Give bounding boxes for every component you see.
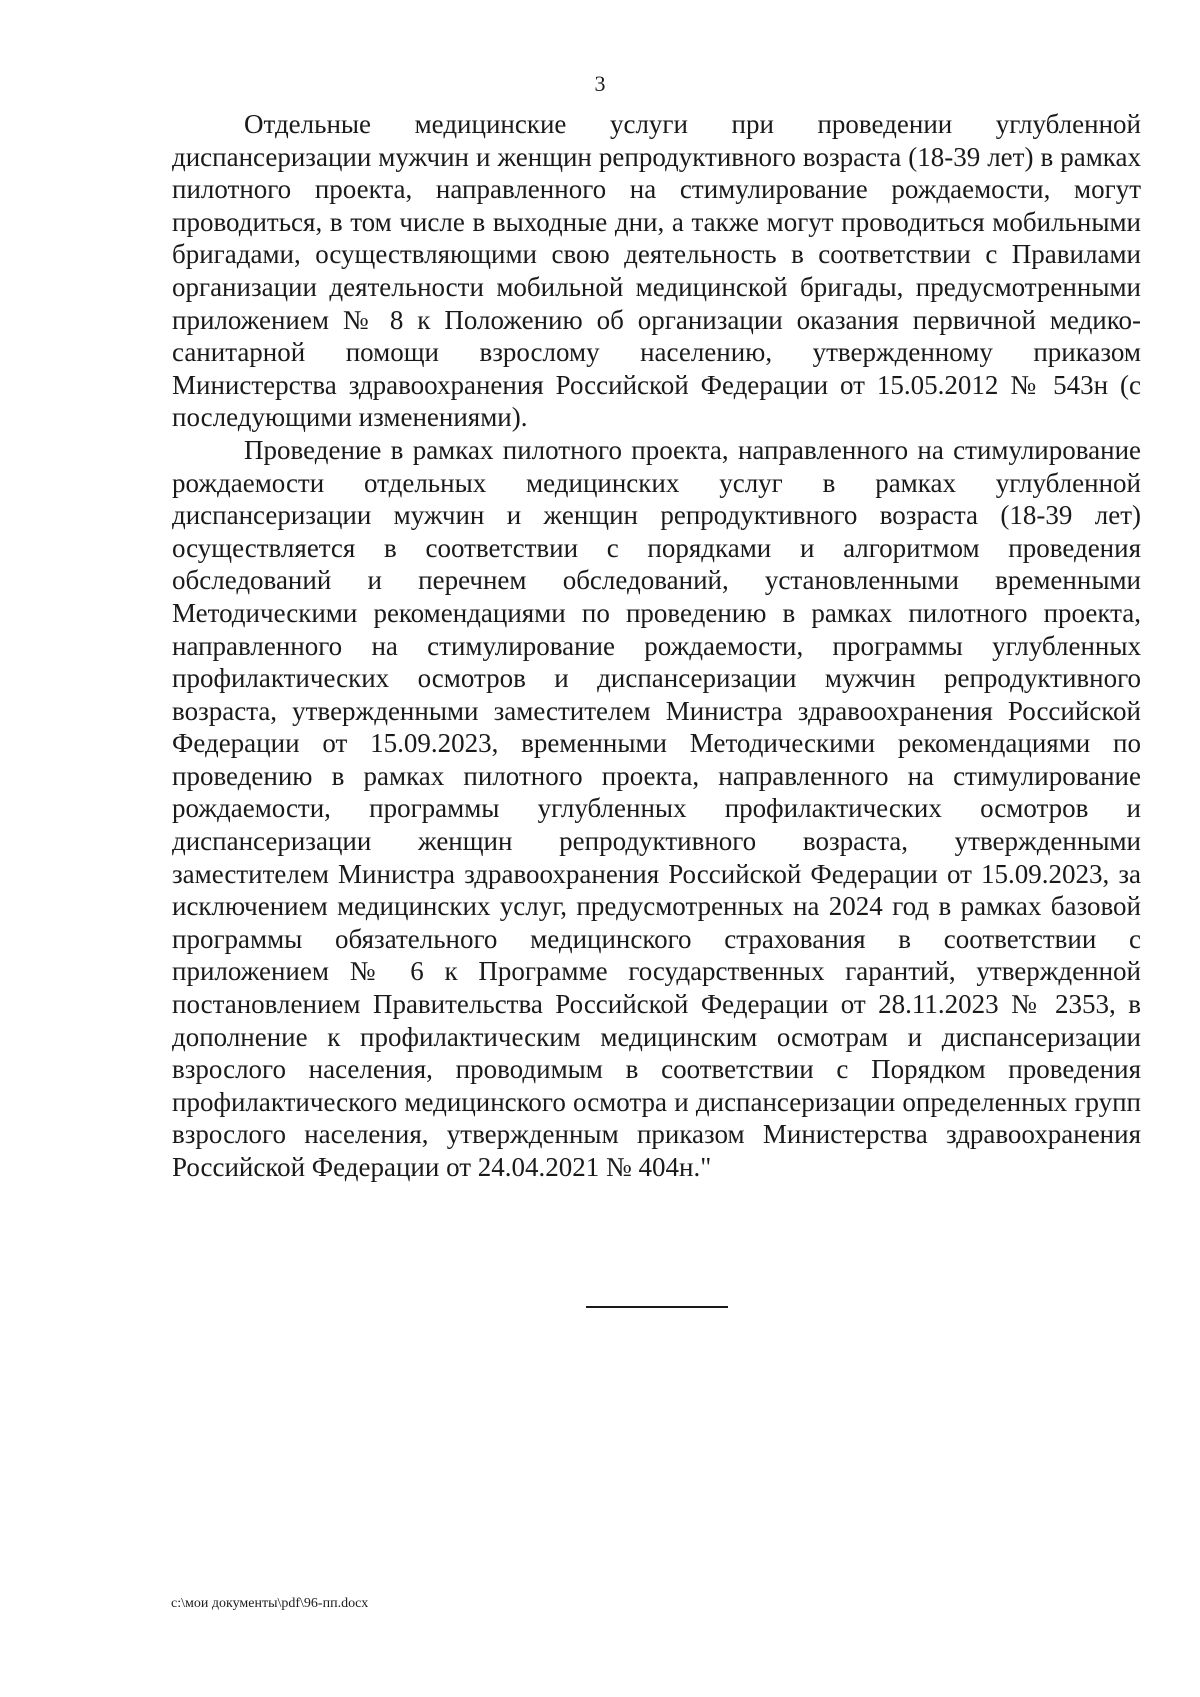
paragraph-mobile-brigades: Отдельные медицинские услуги при проведении углубленной диспансеризации мужчин и женщин репродуктивного возраста (18-39 лет) в рамках пилотного проекта, направленного на стимулирование рождаемости, могут проводиться, в том числе в выходные дни, а также могут проводиться мобильными бригадами, осуществляющими свою деятельность в соответствии с Правилами организации деятельности мобильной медицинской бригады, предусмотренными приложением № 8 к Положению об организации оказания первичной медико-санитарной помощи взрослому населению, утвержденному приказом Министерства здравоохранения Российской Федерации от 15.05.2012 № 543н (с последующими изменениями). — [172, 109, 1141, 433]
end-of-document-divider — [586, 1306, 728, 1308]
page-number: 3 — [594, 71, 606, 96]
file-path-footer: c:\мои документы\pdf\96-пп.docx — [171, 1596, 369, 1611]
paragraph-pilot-project-services: Проведение в рамках пилотного проекта, направленного на стимулирование рождаемости отдельных медицинских услуг в рамках углубленной диспансеризации мужчин и женщин репродуктивного возраста (18-39 лет) осуществляется в соответствии с порядками и алгоритмом проведения обследований и перечнем обследований, установленными временными Методическими рекомендациями по проведению в рамках пилотного проекта, направленного на стимулирование рождаемости, программы углубленных профилактических осмотров и диспансеризации мужчин репродуктивного возраста, утвержденными заместителем Министра здравоохранения Российской Федерации от 15.09.2023, временными Методическими рекомендациями по проведению в рамках пилотного проекта, направленного на стимулирование рождаемости, программы углубленных профилактических осмотров и диспансеризации женщин репродуктивного возраста, утвержденными заместителем Министра здравоохранения Российской Федерации от 15.09.2023, за исключением медицинских услуг, предусмотренных на 2024 год в рамках базовой программы обязательного медицинского страхования в соответствии с приложением № 6 к Программе государственных гарантий, утвержденной постановлением Правительства Российской Федерации от 28.11.2023 № 2353, в дополнение к профилактическим медицинским осмотрам и диспансеризации взрослого населения, проводимым в соответствии с Порядком проведения профилактического медицинского осмотра и диспансеризации определенных групп взрослого населения, утвержденным приказом Министерства здравоохранения Российской Федерации от 24.04.2021 № 404н." — [172, 434, 1141, 1182]
document-body — [172, 108, 1141, 1184]
